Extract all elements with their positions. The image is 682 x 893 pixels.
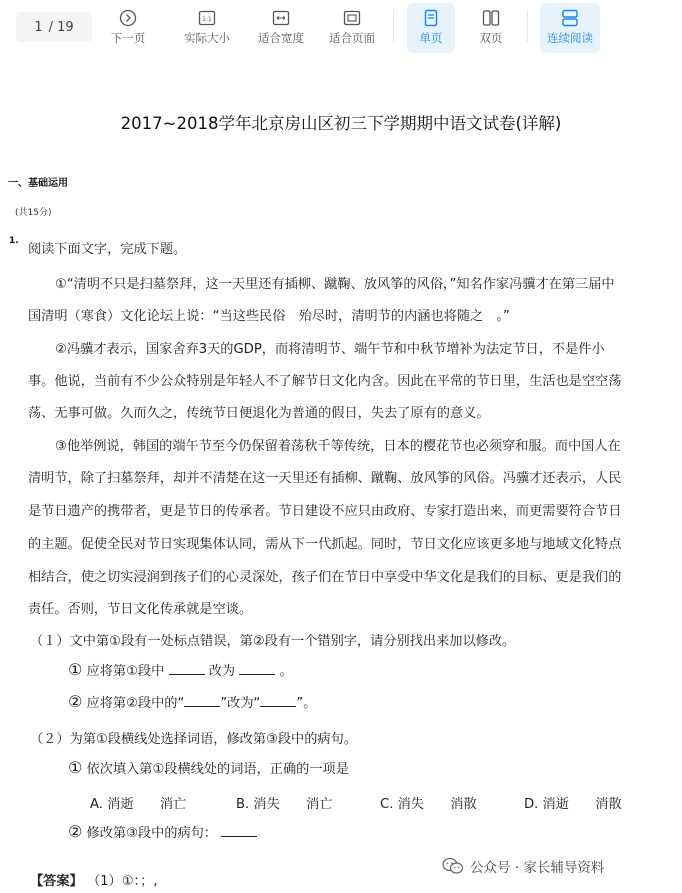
item-text: 改为 [208,664,236,679]
fit-width-button[interactable] [252,3,310,53]
paragraph-3-line-4: 的主题。促使全民对节日实现集体认同，需从下一代抓起。同时，节日文化应该更多地与地域文化特点 [28,537,622,552]
watermark-text: 公众号 · 家长辅导资料 [470,860,605,876]
answer-label: 【答案】 [30,874,83,889]
toolbar-divider [393,10,394,42]
fit-page-button[interactable] [323,3,381,53]
option-c[interactable]: C. 消失 消散 [380,797,477,812]
continuous-reading-button[interactable] [540,3,600,53]
paragraph-3-line-2: 清明节，除了扫墓祭拜，却并不清楚在这一天里还有插柳、蹴鞠、放风筝的风俗。冯骥才还表示，人民 [28,471,622,486]
double-page-icon [482,9,500,27]
fit-width-label: 适合宽度 [258,31,304,45]
subquestion-2: （２）为第①段横线处选择词语，修改第③段中的病句。 [30,732,357,747]
wechat-icon [442,857,464,875]
actual-size-icon [198,9,216,27]
toolbar [0,0,682,58]
answer-blank[interactable] [184,695,220,707]
circled-number: ② [68,692,83,711]
document-title: 2017~2018学年北京房山区初三下学期期中语文试卷(详解) [120,114,562,133]
chevron-right-circle-icon [119,9,137,27]
item-text: 修改第③段中的病句： [86,826,218,841]
paragraph-3-line-3: 是节日遗产的携带者，更是节日的传承者。节日建设不应只由政府、专家打造出来，而更需要符合节日 [28,504,622,519]
subquestion-2-item-2 [68,822,257,841]
answer-blank[interactable] [239,663,275,675]
paragraph-3-line-1: ③他举例说，韩国的端午节至今仍保留着荡秋千等传统，日本的樱花节也必须穿和服。而中国人在 [55,439,621,454]
item-text: ”改为“ [220,696,261,711]
answer-line [30,870,158,889]
toolbar-divider-2 [527,10,528,42]
option-a[interactable]: A. 消逝 消亡 [90,797,187,812]
continuous-reading-icon [561,9,579,27]
circled-number: ② [68,822,83,841]
circled-number: ① [68,758,83,777]
actual-size-button[interactable] [178,3,236,53]
subquestion-1-item-2 [68,692,316,711]
paragraph-1-line-1: ①“清明不只是扫墓祭拜，这一天里还有插柳、蹴鞠、放风筝的风俗，”知名作家冯骥才在第三届中 [55,277,615,292]
option-d[interactable]: D. 消逝 消散 [524,797,622,812]
double-page-label: 双页 [479,31,503,45]
single-page-button[interactable] [407,3,455,53]
item-text: 依次填入第①段横线处的词语，正确的一项是 [86,762,349,777]
question-number: 1. [9,236,19,246]
section-heading: 一、基础运用 [8,178,68,189]
paragraph-3-line-6: 责任。否则，节日文化传承就是空谈。 [28,602,253,617]
next-page-label: 下一页 [110,31,146,45]
svg-text:1:1: 1:1 [202,16,212,23]
page-current[interactable]: 1 [34,19,43,35]
paragraph-2-line-1: ②冯骥才表示，国家舍弃3天的GDP，而将清明节、端午节和中秋节增补为法定节日，不是件小 [55,342,605,357]
paragraph-3-line-5: 相结合，使之切实浸润到孩子们的心灵深处，孩子们在节日中享受中华文化是我们的目标、更是我们的 [28,570,622,585]
subquestion-2-item-1 [68,758,349,777]
next-page-button[interactable] [103,3,153,53]
item-text: ”。 [296,696,317,711]
page-indicator[interactable] [16,12,92,42]
subquestion-1: （１）文中第①段有一处标点错误，第②段有一个错别字，请分别找出来加以修改。 [30,634,516,649]
watermark [442,856,604,876]
subquestion-1-item-1 [68,660,293,679]
option-b[interactable]: B. 消失 消亡 [236,797,333,812]
fit-width-icon [272,9,290,27]
item-text: 应将第②段中的“ [86,696,185,711]
single-page-label: 单页 [419,31,443,45]
double-page-button[interactable] [467,3,515,53]
fit-page-label: 适合页面 [329,31,375,45]
item-text: 应将第①段中 [86,664,165,679]
paragraph-2-line-3: 荡、无事可做。久而久之，传统节日便退化为普通的假日，失去了原有的意义。 [28,406,490,421]
question-prompt: 阅读下面文字，完成下题。 [28,242,187,257]
continuous-reading-label: 连续阅读 [547,31,593,45]
circled-number: ① [68,660,83,679]
item-text: 。 [279,664,293,679]
answer-text: （1）①：；, [86,874,158,889]
paragraph-1-line-2: 国清明（寒食）文化论坛上说：“当这些民俗 殆尽时，清明节的内涵也将随之 。” [28,309,510,324]
section-points: (共15分) [15,208,52,218]
single-page-icon [422,9,440,27]
paragraph-2-line-2: 事。他说，当前有不少公众特别是年轻人不了解节日文化内含。因此在平常的节日里，生活也是空空荡 [28,374,622,389]
page-total: / 19 [48,19,74,35]
answer-blank[interactable] [260,695,296,707]
fit-page-icon [343,9,361,27]
actual-size-label: 实际大小 [184,31,230,45]
answer-blank[interactable] [221,825,257,837]
answer-blank[interactable] [169,663,205,675]
